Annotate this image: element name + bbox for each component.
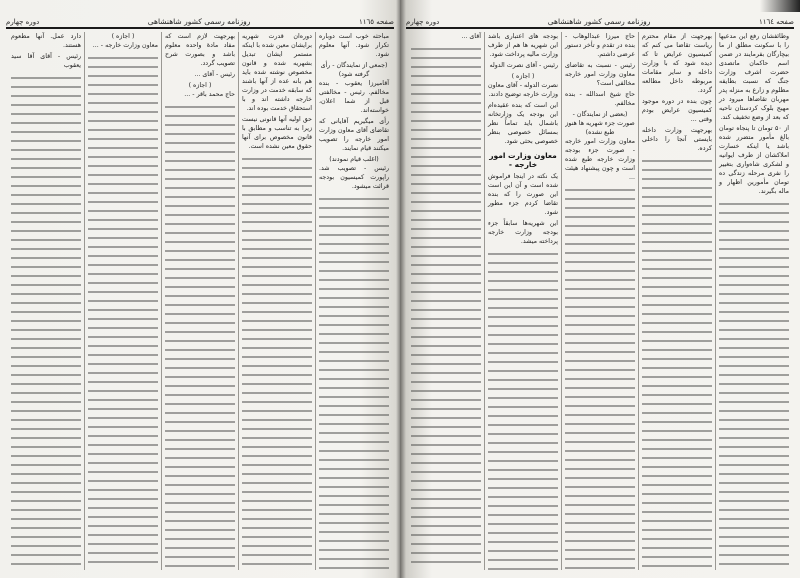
paragraph: مباحثه خوب است دوباره تکرار شود. آنها معلوم شود. bbox=[319, 33, 389, 58]
text-column bbox=[84, 32, 161, 570]
paragraph: آقای ... bbox=[461, 33, 481, 40]
paragraph: رئیس - آقای ... bbox=[194, 71, 235, 78]
text-column bbox=[161, 32, 238, 570]
illegible-text-lines bbox=[11, 74, 81, 570]
paragraph: نصرت الدوله - آقای معاون وزارت خارجه توضیح دادند. bbox=[488, 82, 558, 98]
paragraph: رئیس - آقای آقا سید یعقوب bbox=[11, 53, 81, 69]
illegible-text-lines bbox=[319, 195, 389, 570]
text-column bbox=[638, 32, 715, 570]
paragraph: حاج میرزا عبدالوهاب - بنده در تقدم و تأخر دستور عرضی داشتم. bbox=[565, 33, 635, 58]
illegible-text-lines bbox=[411, 45, 481, 570]
paragraph: دارد عمل. آنها مطعوم هستند. bbox=[11, 33, 81, 49]
illegible-text-lines bbox=[719, 200, 789, 570]
period-label: دوره چهارم bbox=[6, 18, 40, 26]
paragraph: دوره‌ان قدرت شهریه برایشان معین شده با اینکه مستمر ایشان تبدیل بشهریه شده و قانون مخصوص نوشته شده باید هم بانه عده از آنها باشند که سابقه خدمت در وزارت خارجه داشته اند و با استحقاق خدمت بوده اند. bbox=[242, 33, 312, 112]
paragraph: بهرجهت لازم است که مفاد مادهٔ واحده معلوم باشد و بصورت شرح تصویب گردد. bbox=[165, 33, 235, 67]
paragraph: بهرجهت از مقام محترم ریاست تقاضا می کنم که کمیسیون عرایض تا که دیده شود که با وزارت داخله و سایر مقامات مربوطه داخل مطالعه گردد. bbox=[642, 33, 712, 94]
illegible-text-lines bbox=[165, 103, 235, 570]
paragraph: معاون وزارت خارجه - ... bbox=[92, 42, 158, 49]
text-column bbox=[561, 32, 638, 570]
header-rule bbox=[406, 27, 794, 29]
paragraph: رئیس - تصویب شد. راپورت کمیسیون بودجه قرائت میشود. bbox=[319, 165, 389, 190]
period-label: دوره چهارم bbox=[406, 18, 440, 26]
paragraph: حاج محمد باقر - ... bbox=[184, 91, 235, 98]
paragraph: معاون وزارت امور خارجه - صورت جزء بودجه وزارت خارجه طبع شده است و چون پیشنهاد هیئت ... bbox=[565, 138, 635, 181]
page-number: صفحه ۱۱٦٤ bbox=[758, 18, 794, 26]
paragraph: ( اجازه ) bbox=[511, 73, 535, 80]
text-column bbox=[484, 32, 561, 570]
right-page bbox=[400, 0, 800, 578]
scan-shadow bbox=[760, 0, 800, 12]
paragraph: (اغلب قیام نمودند) bbox=[329, 156, 379, 163]
paragraph: از ۵۰ تومان تا پنجاه تومان بالغ مأمور متضرر شده باشد یا اینکه خسارت املاکشان از طرف ایوانیه و لشکری شاه‌واری بتغییر را نفری مرحله زندگی ده تومان مأمورین اظهار و ماله بگیرند. bbox=[719, 125, 789, 195]
paragraph: یک نکته در اینجا فراموش شده است و آن این است این صورت را که بنده تقاضا کردم جزء مطور شود. bbox=[488, 173, 558, 216]
newspaper-title: روزنامه رسمی کشور شاهنشاهی bbox=[147, 17, 251, 26]
paragraph: رئیس - آقای نصرت الدوله bbox=[489, 62, 558, 69]
paragraph: بهرجهت وزارت داخله بایستی آنجا را داخلی کرده. bbox=[642, 127, 712, 152]
text-columns bbox=[8, 32, 392, 570]
illegible-text-lines bbox=[242, 155, 312, 570]
illegible-text-lines bbox=[488, 250, 558, 570]
page-header bbox=[6, 12, 394, 26]
text-column bbox=[408, 32, 484, 570]
illegible-text-lines bbox=[565, 186, 635, 570]
paragraph: ( اجازه ) bbox=[111, 33, 135, 40]
paragraph: این شهریه‌ها سابقاً جزء بودجه وزارت خارجه پرداخته میشد. bbox=[488, 220, 558, 245]
paragraph: این است که بنده عقیده‌ام این بودجه یک وزارتخانه باشمال باید تماماً نظر بمسائل خصوصی بنظر خصوصی بحثی شود. bbox=[488, 102, 558, 145]
paragraph: (جمعی از نمایندگان - رأی گرفته شود) bbox=[320, 62, 388, 78]
newspaper-title: روزنامه رسمی کشور شاهنشاهی bbox=[547, 17, 651, 26]
text-column bbox=[8, 32, 84, 570]
text-column bbox=[715, 32, 792, 570]
paragraph: رئیس - نسبت به تقاضای معاون وزارت امور خارجه مخالفی است؟ bbox=[565, 62, 635, 87]
paragraph: رأی میگیریم آقایانی که تقاضای آقای معاون وزارت امور خارجه را تصویب میکنند قیام نمایند. bbox=[319, 118, 389, 152]
page-header bbox=[406, 12, 794, 26]
paragraph: چون بنده در دوره موجود کمیسیون عرایض بودم وقتی ... bbox=[642, 98, 712, 123]
paragraph: ( اجازه ) bbox=[188, 82, 212, 89]
text-columns bbox=[408, 32, 792, 570]
paragraph: (بعضی از نمایندگان - صورت جزء شهریه ها هنوز طبع نشده) bbox=[565, 111, 635, 136]
illegible-text-lines bbox=[88, 54, 158, 570]
header-rule bbox=[6, 27, 394, 29]
paragraph: آقامیرزا یعقوب - بنده مخالفم. رئیس - مخالفتی قبل از شما اعلان، خواسته‌اند. bbox=[319, 80, 389, 114]
text-column bbox=[238, 32, 315, 570]
section-heading: معاون وزارت امور خارجه - bbox=[489, 151, 557, 169]
paragraph: وطائفشان رفع این مدعیها را با سکونت مطلق از ما بیچارگان بفرمایند در ضمن اسم حاکمان ماتصدی حضرت اشرف وزارت جنگ که نسبت بطایفه مظلوم و زارع به منزله پدر مهربان تقاضاها میرود در مهیج بلوک کردستان ناحیه که بعد از وضع تخفیف کند. bbox=[719, 33, 789, 121]
text-column bbox=[315, 32, 392, 570]
paragraph: بودجه های اعتباری باشد این شهریه ها هم از طرف وزارت مالیه پرداخت شود. bbox=[488, 33, 558, 58]
page-number: صفحه ۱۱٦٥ bbox=[358, 18, 394, 26]
paragraph: حاج شیخ اسدالله - بنده مخالفم. bbox=[565, 91, 635, 107]
illegible-text-lines bbox=[642, 157, 712, 570]
paragraph: حق اولیه آنها قانونی نیست زیرا به تناسب و مطابق با قانون مخصوص برای آنها حقوق معین نشده است. bbox=[242, 116, 312, 150]
